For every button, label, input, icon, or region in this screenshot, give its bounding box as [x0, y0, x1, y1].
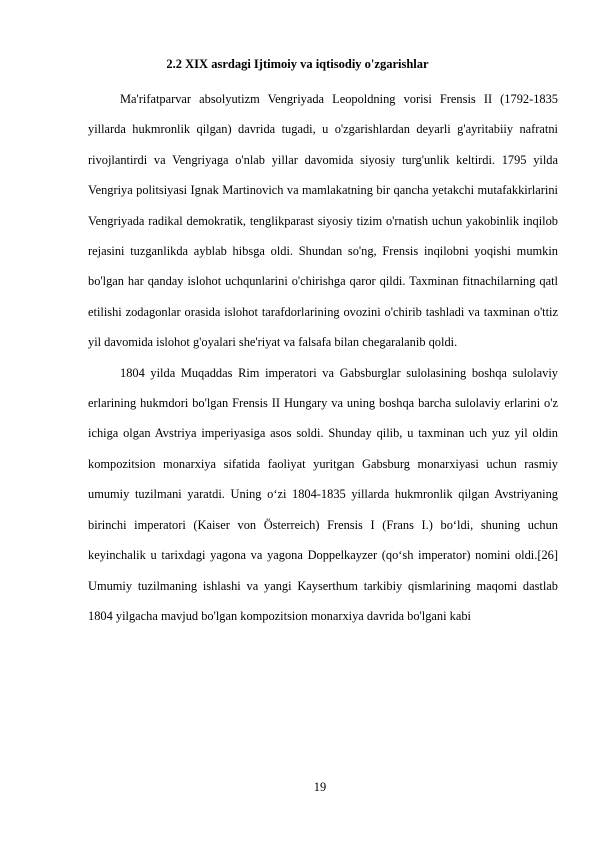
- section-heading: 2.2 XIX asrdagi Ijtimoiy va iqtisodiy o'zgarishlar: [166, 57, 429, 71]
- page-number: 19: [313, 780, 327, 794]
- paragraph-2: 1804 yilda Muqaddas Rim imperatori va Gabsburglar sulolasining boshqa sulolaviy erlarining hukmdori bo'lgan Frensis II Hungary va uning boshqa barcha sulolaviy erlarini o'z ichiga olgan Avstriya imperiyasiga asos soldi. Shunday qilib, u taxminan uch yuz yil oldin kompozitsion monarxiya sifatida faoliyat yuritgan Gabsburg monarxiyasi uchun rasmiy umumiy tuzilmani yaratdi. Uning o‘zi 1804-1835 yillarda hukmronlik qilgan Avstriyaning birinchi imperatori (Kaiser von Österreich) Frensis I (Frans I.) bo‘ldi, shuning uchun keyinchalik u tarixdagi yagona va yagona Doppelkayzer (qo‘sh imperator) nomini oldi.[26] Umumiy tuzilmaning ishlashi va yangi Kayserthum tarkibiy qismlarining maqomi dastlab 1804 yilgacha mavjud bo'lgan kompozitsion monarxiya davrida bo'lgani kabi: [88, 365, 558, 623]
- paragraph-1: Ma'rifatparvar absolyutizm Vengriyada Leopoldning vorisi Frensis II (1792-1835 yillarda hukmronlik qilgan) davrida tugadi, u o'zgarishlardan deyarli g'ayritabiiy nafratni rivojlantirdi va Vengriyaga o'nlab yillar davomida siyosiy turg'unlik keltirdi. 1795 yilda Vengriya politsiyasi Ignak Martinovich va mamlakatning bir qancha yetakchi mutafakkirlarini Vengriyada radikal demokratik, tenglikparast siyosiy tizim o'rnatish uchun yakobinlik inqilob rejasini tuzganlikda ayblab hibsga oldi. Shundan so'ng, Frensis inqilobni yoqishi mumkin bo'lgan har qanday islohot uchqunlarini o'chirishga qaror qildi. Taxminan fitnachilarning qatl etilishi zodagonlar orasida islohot tarafdorlarining ovozini o'chirib tashladi va taxminan o'ttiz yil davomida islohot g'oyalari she'riyat va falsafa bilan chegaralanib qoldi.: [88, 92, 558, 350]
- body-text: [88, 84, 558, 631]
